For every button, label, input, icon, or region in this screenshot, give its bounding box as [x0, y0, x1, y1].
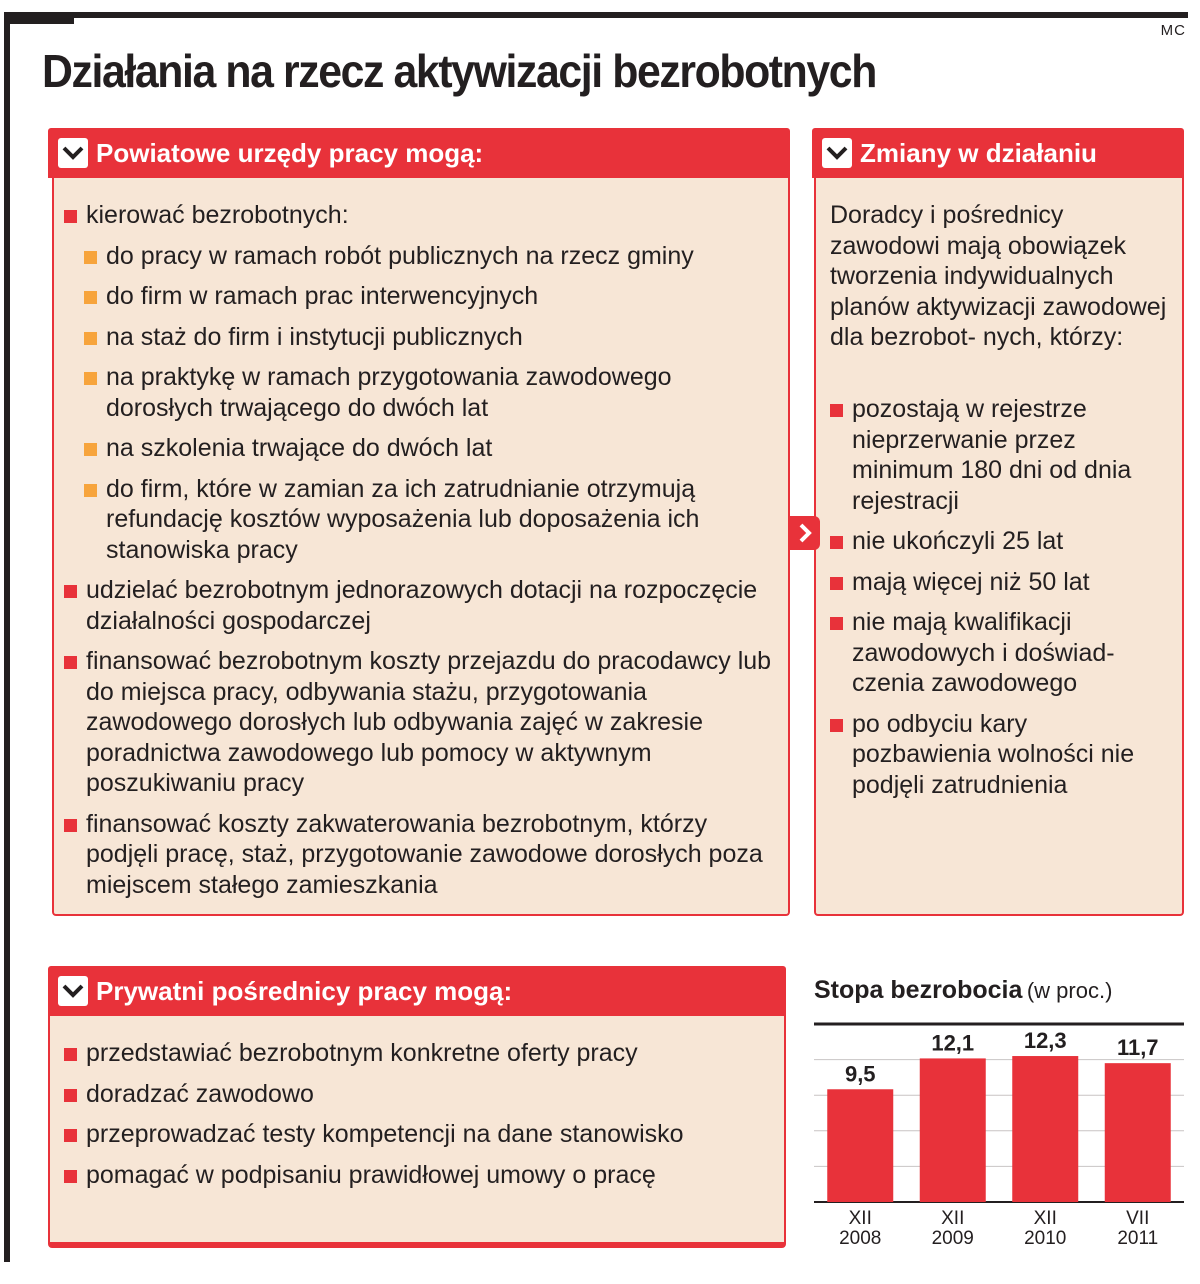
x-tick-label: VII	[1126, 1208, 1150, 1229]
square-bullet-icon	[84, 443, 97, 456]
urzedy-panel-header	[48, 128, 790, 178]
list-item	[830, 709, 1170, 801]
list-item-text: na staż do firm i instytucji publicznych	[106, 322, 523, 351]
unemployment-bar-chart	[814, 1018, 1184, 1264]
frame-corner-tab	[4, 12, 74, 24]
square-bullet-icon	[84, 291, 97, 304]
list-item-text: finansować koszty zakwaterowania bezrobotnym, którzy podjęli pracę, staż, przygotowanie zawodowe dorosłych poza miejscem stałego zamieszkania	[86, 809, 763, 899]
urzedy-list	[64, 200, 776, 910]
prywatni-list	[64, 1038, 776, 1200]
square-bullet-icon	[64, 1170, 77, 1183]
x-tick-label: XII	[1033, 1208, 1057, 1229]
list-item	[64, 809, 776, 901]
x-tick-label: 2008	[839, 1228, 882, 1249]
bar-value-label: 11,7	[1116, 1035, 1159, 1061]
bar-value-label: 12,1	[931, 1030, 975, 1056]
prywatni-panel-heading: Prywatni pośrednicy pracy mogą:	[96, 975, 513, 1006]
chart-unit: (w proc.)	[1026, 978, 1113, 1003]
square-bullet-icon	[84, 372, 97, 385]
x-tick-label: 2011	[1117, 1228, 1159, 1249]
square-bullet-icon	[64, 585, 77, 598]
square-bullet-icon	[830, 577, 843, 590]
list-item-text: udzielać bezrobotnym jednorazowych dotacji na rozpoczęcie działalności gospodarczej	[86, 576, 758, 635]
chevron-down-icon	[58, 976, 88, 1006]
bar-value-label: 12,3	[1023, 1028, 1067, 1054]
chart-title-text: Stopa bezrobocia	[814, 976, 1023, 1004]
page-title: Działania na rzecz aktywizacji bezrobotnych	[42, 45, 876, 97]
list-item-text: mają więcej niż 50 lat	[852, 567, 1090, 596]
list-item-text: na praktykę w ramach przygotowania zawodowego dorosłych trwającego do dwóch lat	[106, 363, 672, 422]
bar-1	[920, 1058, 986, 1202]
list-item	[84, 281, 776, 312]
urzedy-panel-heading: Powiatowe urzędy pracy mogą:	[96, 137, 484, 168]
list-item	[64, 1119, 776, 1150]
zmiany-panel-header	[812, 128, 1184, 178]
list-item	[84, 322, 776, 353]
frame-top-rule	[4, 12, 1188, 18]
list-item	[84, 433, 776, 464]
zmiany-panel-heading: Zmiany w działaniu	[860, 137, 1097, 168]
x-tick-label: 2010	[1024, 1228, 1067, 1249]
square-bullet-icon	[84, 332, 97, 345]
square-bullet-icon	[64, 1129, 77, 1142]
zmiany-intro: Doradcy i pośrednicy zawodowi mają obowiązek tworzenia indywidualnych planów aktywizacji zawodowej dla bezrobot- nych, którzy:	[830, 201, 1167, 351]
list-item-text: do firm w ramach prac interwencyjnych	[106, 282, 539, 310]
x-tick-label: XII	[848, 1208, 872, 1229]
list-item	[830, 607, 1170, 699]
author-credit: MC	[1160, 22, 1186, 39]
square-bullet-icon	[64, 1089, 77, 1102]
list-item	[64, 1079, 776, 1110]
x-tick-label: 2009	[931, 1228, 974, 1249]
list-item	[84, 474, 776, 566]
list-item-text: przedstawiać bezrobotnym konkretne oferty pracy	[86, 1039, 638, 1067]
list-item-text: nie ukończyli 25 lat	[852, 527, 1064, 555]
square-bullet-icon	[64, 819, 77, 832]
square-bullet-icon	[64, 656, 77, 669]
list-item	[64, 646, 776, 799]
square-bullet-icon	[84, 484, 97, 497]
x-tick-label: XII	[941, 1208, 965, 1229]
list-item-text: nie mają kwalifikacji zawodowych i doświad- czenia zawodowego	[852, 608, 1115, 697]
list-item	[830, 567, 1170, 598]
square-bullet-icon	[84, 251, 97, 264]
chevron-right-icon	[790, 516, 820, 550]
bar-0	[827, 1089, 893, 1202]
list-item	[64, 200, 776, 231]
square-bullet-icon	[64, 1048, 77, 1061]
list-item	[64, 1038, 776, 1069]
list-item-text: finansować bezrobotnym koszty przejazdu do pracodawcy lub do miejsca pracy, odbywania stażu, przygotowania zawodowego dorosłych lub odbywania zajęć w zakresie poradnictwa zawodowego lub pomocy w aktywnym poszukiwaniu pracy	[86, 647, 772, 797]
prywatni-panel-header	[48, 966, 786, 1016]
list-item	[84, 362, 776, 423]
list-item-text: pomagać w podpisaniu prawidłowej umowy o pracę	[86, 1160, 656, 1189]
square-bullet-icon	[830, 404, 843, 417]
chevron-down-icon	[822, 138, 852, 168]
frame-left-rule	[4, 12, 10, 1262]
list-item-text: do firm, które w zamian za ich zatrudnianie otrzymują refundację kosztów wyposażenia lub doposażenia ich stanowiska pracy	[106, 474, 700, 564]
bar-3	[1105, 1063, 1171, 1202]
bar-2	[1012, 1056, 1078, 1202]
chart-title	[814, 976, 1112, 1005]
list-item-text: kierować bezrobotnych:	[86, 201, 349, 229]
square-bullet-icon	[830, 617, 843, 630]
list-item-text: do pracy w ramach robót publicznych na rzecz gminy	[106, 241, 694, 270]
list-item-text: pozostają w rejestrze nieprzerwanie przez minimum 180 dni od dnia rejestracji	[852, 395, 1132, 515]
list-item	[830, 394, 1170, 516]
list-item	[84, 241, 776, 272]
square-bullet-icon	[830, 536, 843, 549]
list-item-text: przeprowadzać testy kompetencji na dane stanowisko	[86, 1120, 684, 1148]
chevron-down-icon	[58, 138, 88, 168]
list-item-text: na szkolenia trwające do dwóch lat	[106, 434, 493, 462]
list-item-text: po odbyciu kary pozbawienia wolności nie podjęli zatrudnienia	[852, 709, 1135, 799]
list-item	[830, 526, 1170, 557]
list-item	[64, 1160, 776, 1191]
square-bullet-icon	[64, 210, 77, 223]
zmiany-list	[830, 394, 1170, 810]
list-item	[64, 575, 776, 636]
square-bullet-icon	[830, 719, 843, 732]
list-item-text: doradzać zawodowo	[86, 1079, 314, 1108]
bar-value-label: 9,5	[844, 1061, 876, 1087]
